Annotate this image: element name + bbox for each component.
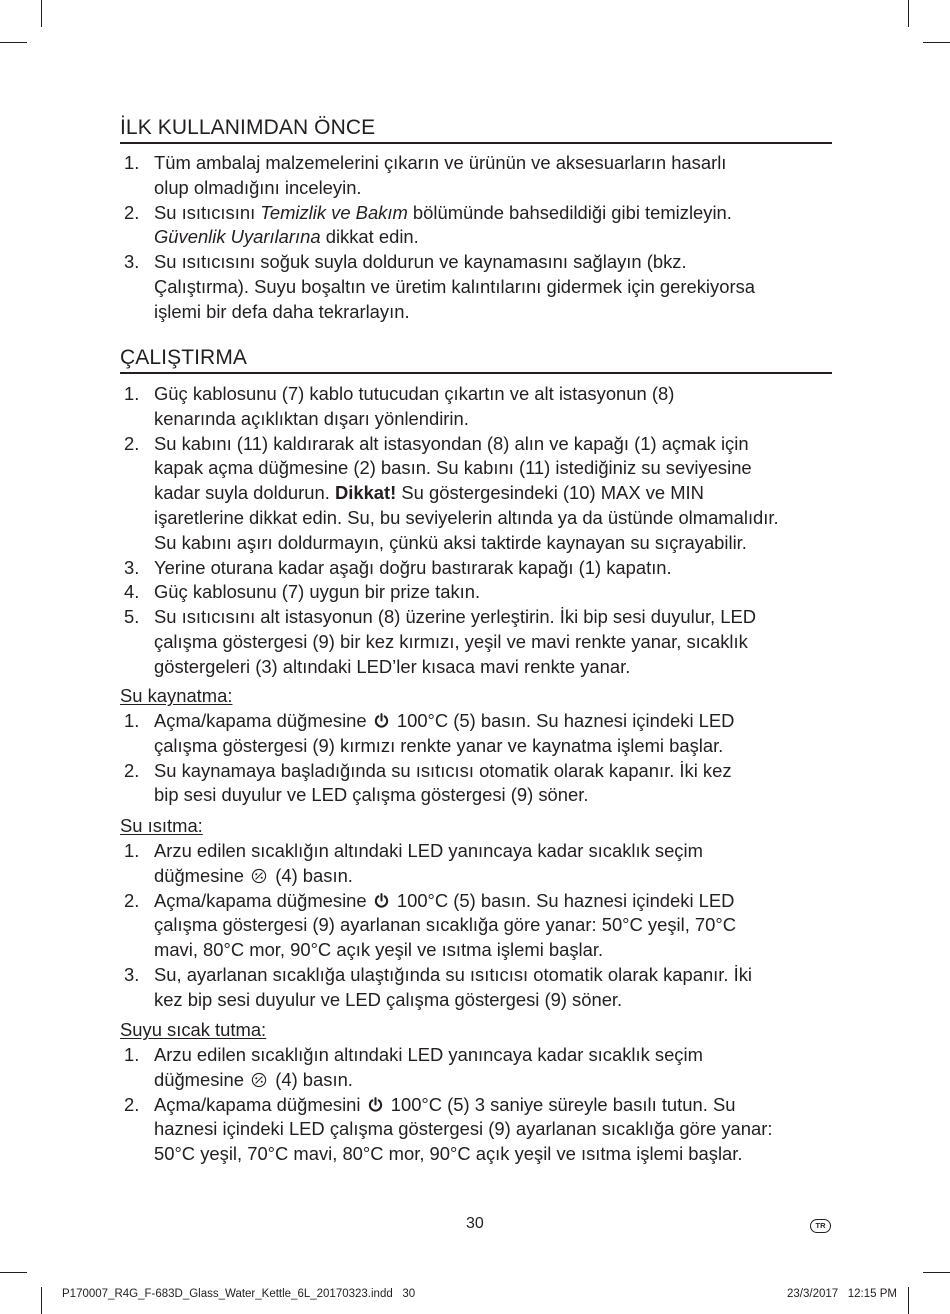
heating-list <box>120 839 832 1013</box>
item-number: 1. <box>124 152 140 173</box>
item-text: Su ısıtıcısını soğuk suyla doldurun ve kaynamasını sağlayın (bkz. <box>154 251 687 273</box>
crop-mark <box>923 1272 950 1273</box>
crop-mark <box>41 1287 42 1314</box>
item-text: Arzu edilen sıcaklığın altındaki LED yanıncaya kadar sıcaklık seçim <box>154 840 703 861</box>
item-text: Güç kablosunu (7) uygun bir prize takın. <box>154 581 481 603</box>
file-slug: P170007_R4G_F-683D_Glass_Water_Kettle_6L_20170323.indd 30 <box>62 1288 416 1300</box>
crop-mark <box>41 0 42 27</box>
page-number: 30 <box>466 1215 484 1232</box>
list-item <box>120 759 832 809</box>
item-text: çalışma göstergesi (9) ayarlanan sıcaklığa göre yanar: 50°C yeşil, 70°C <box>154 914 737 936</box>
cross-reference: Güvenlik Uyarılarına <box>154 226 321 248</box>
item-text: Açma/kapama düğmesini <box>154 1093 361 1115</box>
list-item <box>120 382 832 432</box>
subheading-heating: Su ısıtma: <box>120 815 203 836</box>
section-heading-before-first-use: İLK KULLANIMDAN ÖNCE <box>120 116 832 144</box>
item-text: Su kabını aşırı doldurmayın, çünkü aksi taktirde kaynayan su sıçrayabilir. <box>154 531 747 553</box>
item-text: mavi, 80°C mor, 90°C açık yeşil ve ısıtma işlemi başlar. <box>154 939 604 961</box>
list-item <box>120 432 832 556</box>
item-text: Tüm ambalaj malzemelerini çıkarın ve ürünün ve aksesuarların hasarlı <box>154 152 727 173</box>
boiling-list <box>120 709 832 808</box>
item-number: 2. <box>124 1093 140 1115</box>
item-number: 3. <box>124 251 140 273</box>
item-text: 100°C (5) basın. Su haznesi içindeki LED <box>396 889 735 911</box>
item-text: işlemi bir defa daha tekrarlayın. <box>154 300 410 322</box>
crop-mark <box>908 0 909 27</box>
item-text: Su kaynamaya başladığında su ısıtıcısı otomatik olarak kapanır. İki kez <box>154 759 732 781</box>
item-text: çalışma göstergesi (9) bir kez kırmızı, yeşil ve mavi renkte yanar, sıcaklık <box>154 630 748 652</box>
item-number: 2. <box>124 432 140 454</box>
item-text: kapak açma düğmesine (2) basın. Su kabını (11) istediğiniz su seviyesine <box>154 457 752 479</box>
power-icon <box>368 1097 383 1112</box>
section-heading-operation: ÇALIŞTIRMA <box>120 346 832 374</box>
subheading-boiling: Su kaynatma: <box>120 685 233 706</box>
crop-mark <box>908 1287 909 1314</box>
item-number: 2. <box>124 201 140 223</box>
item-text: Açma/kapama düğmesine <box>154 710 367 731</box>
item-text: bölümünde bahsedildiği gibi temizleyin. <box>407 201 732 223</box>
item-text: işaretlerine dikkat edin. Su, bu seviyelerin altında ya da üstünde olmamalıdır. <box>154 506 779 528</box>
item-text: Su, ayarlanan sıcaklığa ulaştığında su ısıtıcısı otomatik olarak kapanır. İki <box>154 963 753 985</box>
item-text: Açma/kapama düğmesine <box>154 889 367 911</box>
item-number: 1. <box>124 710 140 731</box>
warning-label: Dikkat! <box>334 482 397 504</box>
print-timestamp: 23/3/2017 12:15 PM <box>787 1288 897 1300</box>
item-number: 5. <box>124 606 140 628</box>
list-item <box>120 889 832 963</box>
item-text: göstergeleri (3) altındaki LED’ler kısaca mavi renkte yanar. <box>154 655 631 677</box>
list-item <box>120 151 832 201</box>
item-text: dikkat edin. <box>320 226 419 248</box>
item-text: bip sesi duyulur ve LED çalışma göstergesi (9) söner. <box>154 784 589 806</box>
subheading-keep-warm: Suyu sıcak tutma: <box>120 1019 267 1040</box>
list-item <box>120 605 832 679</box>
item-text: 50°C yeşil, 70°C mavi, 80°C mor, 90°C açık yeşil ve ısıtma işlemi başlar. <box>154 1143 743 1165</box>
item-text: Su ısıtıcısını <box>154 201 261 223</box>
item-text: düğmesine <box>154 1068 244 1090</box>
list-item <box>120 201 832 251</box>
crop-mark <box>923 42 950 43</box>
operation-list <box>120 382 832 680</box>
item-text: Su ısıtıcısını alt istasyonun (8) üzerine yerleştirin. İki bip sesi duyulur, LED <box>154 606 757 628</box>
item-number: 3. <box>124 963 140 985</box>
item-text: kenarında açıklıktan dışarı yönlendirin. <box>154 407 469 429</box>
cross-reference: Temizlik ve Bakım <box>260 201 408 223</box>
list-item <box>120 250 832 324</box>
item-text: (4) basın. <box>275 864 353 886</box>
before-first-use-list <box>120 151 832 325</box>
item-text: kadar suyla doldurun. <box>154 482 335 504</box>
item-text: düğmesine <box>154 864 244 886</box>
list-item <box>120 963 832 1013</box>
item-text: 100°C (5) 3 saniye süreyle basılı tutun. Su <box>390 1093 736 1115</box>
crop-mark <box>0 42 27 43</box>
item-text: olup olmadığını inceleyin. <box>154 176 362 198</box>
temperature-select-icon <box>251 868 267 884</box>
item-number: 3. <box>124 556 140 578</box>
power-icon <box>374 713 389 728</box>
power-icon <box>374 893 389 908</box>
item-number: 2. <box>124 759 140 781</box>
item-text: Su kabını (11) kaldırarak alt istasyondan (8) alın ve kapağı (1) açmak için <box>154 432 749 454</box>
item-text: 100°C (5) basın. Su haznesi içindeki LED <box>396 710 735 731</box>
item-number: 4. <box>124 581 140 603</box>
list-item <box>120 556 832 581</box>
item-text: Güç kablosunu (7) kablo tutucudan çıkartın ve alt istasyonun (8) <box>154 383 675 404</box>
item-text: Su göstergesindeki (10) MAX ve MIN <box>396 482 704 504</box>
list-item <box>120 1093 832 1167</box>
item-text: (4) basın. <box>275 1068 353 1090</box>
item-number: 1. <box>124 840 140 861</box>
crop-mark <box>0 1272 27 1273</box>
item-text: kez bip sesi duyulur ve LED çalışma göstergesi (9) söner. <box>154 988 623 1010</box>
keep-warm-list <box>120 1043 832 1167</box>
list-item <box>120 709 832 759</box>
item-text: Çalıştırma). Suyu boşaltın ve üretim kalıntılarını gidermek için gerekiyorsa <box>154 275 755 297</box>
language-badge: TR <box>810 1219 831 1233</box>
item-number: 1. <box>124 1044 140 1065</box>
item-number: 1. <box>124 383 140 404</box>
item-text: Yerine oturana kadar aşağı doğru bastırarak kapağı (1) kapatın. <box>154 556 672 578</box>
item-text: Arzu edilen sıcaklığın altındaki LED yanıncaya kadar sıcaklık seçim <box>154 1044 703 1065</box>
list-item <box>120 839 832 889</box>
item-text: haznesi içindeki LED çalışma göstergesi (9) ayarlanan sıcaklığa göre yanar: <box>154 1118 773 1140</box>
list-item <box>120 1043 832 1093</box>
item-text: çalışma göstergesi (9) kırmızı renkte yanar ve kaynatma işlemi başlar. <box>154 734 724 756</box>
list-item <box>120 580 832 605</box>
temperature-select-icon <box>251 1072 267 1088</box>
item-number: 2. <box>124 889 140 911</box>
